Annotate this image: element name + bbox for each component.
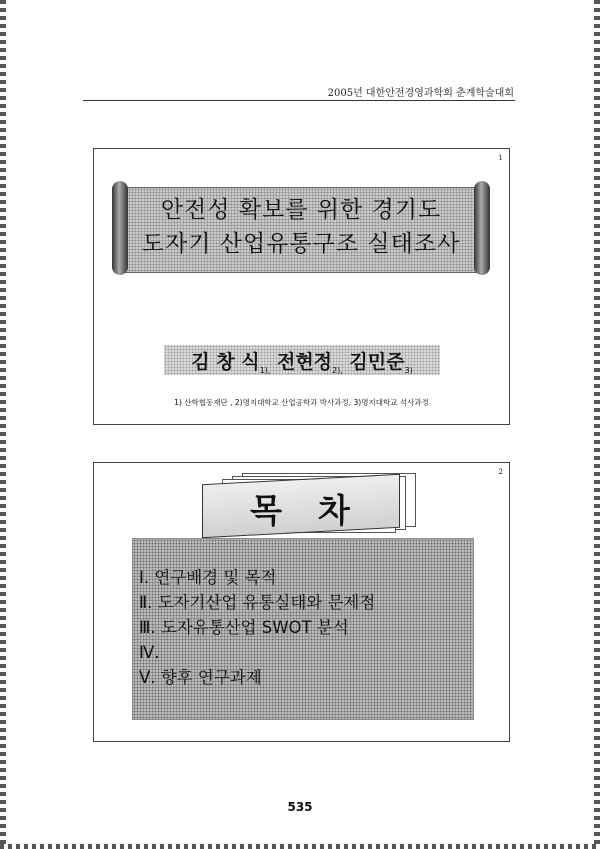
slide-number: 2: [498, 468, 503, 476]
author-name: 김민준: [349, 351, 405, 373]
toc-item: Ⅴ. 향후 연구과제: [139, 668, 262, 687]
author-list: [164, 347, 440, 375]
scan-border-right: [594, 0, 600, 849]
toc-list: [139, 565, 375, 690]
scan-border-left: [0, 0, 6, 849]
toc-item: Ⅲ. 도자유통산업 SWOT 분석: [139, 618, 349, 637]
author-marker: 1),: [259, 365, 271, 375]
author-name: 전현정: [276, 351, 333, 373]
page-number: 535: [287, 800, 313, 814]
toc-panel: [132, 538, 474, 720]
author-marker: 3): [404, 365, 413, 375]
slide-2: [93, 462, 510, 742]
author-name: 김 창 식: [191, 351, 260, 373]
author-band: [164, 345, 440, 375]
header-rule: [83, 100, 515, 101]
title-scroll-banner: [110, 179, 492, 279]
slide-title-line-2: 도자기 산업유통구조 실태조사: [141, 231, 461, 257]
toc-item: Ⅰ. 연구배경 및 목적: [139, 568, 277, 587]
toc-title: 목차: [250, 491, 386, 530]
author-marker: 2),: [332, 365, 343, 375]
toc-item: Ⅱ. 도자기산업 유통실태와 문제점: [139, 593, 376, 612]
affiliation: 1) 산학협동재단 , 2)명지대학교 산업공학과 박사과정, 3)명지대학교 석사과정: [174, 398, 429, 407]
slide-number: 1: [498, 154, 503, 162]
scan-border-bottom: [0, 844, 600, 849]
slide-title-line-1: 안전성 확보를 위한 경기도: [160, 197, 442, 223]
slide-1: [93, 148, 510, 425]
running-header: 2005년 대한안전경영과학회 춘계학술대회: [327, 88, 514, 99]
toc-item: Ⅳ.: [139, 643, 160, 662]
